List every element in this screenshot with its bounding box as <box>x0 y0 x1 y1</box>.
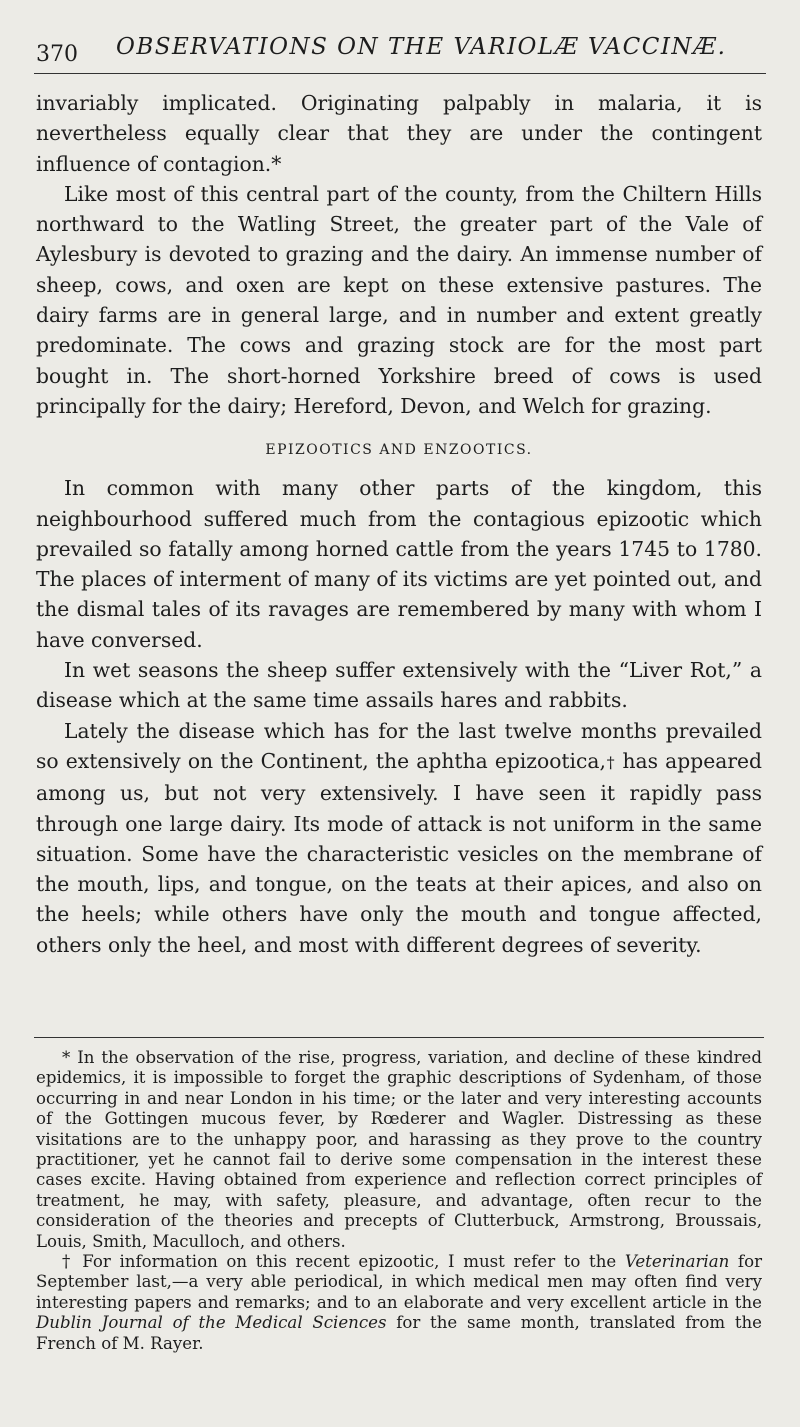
paragraph-vale-of-aylesbury: Like most of this central part of the county, from the Chiltern Hills northward to the Watling Street, the greater part of the Vale of Aylesbury is devoted to grazing and the dairy. An immense number of sheep, cows, and oxen are kept on these extensive pastures. The dairy farms are in general large, and in number and extent greatly predominate. The cows and grazing stock are for the most part bought in. The short-horned Yorkshire breed of cows is used principally for the dairy; Hereford, Devon, and Welch for grazing. <box>36 181 762 418</box>
section-heading: EPIZOOTICS AND ENZOOTICS. <box>265 442 533 459</box>
paragraph-aphtha-epizootica <box>36 716 762 960</box>
paragraph-continued: invariably implicated. Originating palpably in malaria, it is nevertheless equally clear that they are under the contingent influence of contagion.* <box>36 91 762 176</box>
main-text <box>36 88 762 960</box>
footnote-dagger <box>36 1252 762 1354</box>
running-title: OBSERVATIONS ON THE VARIOLÆ VACCINÆ. <box>116 34 727 60</box>
footnotes <box>36 1048 762 1354</box>
journal-title: Dublin Journal of the Medical Sciences <box>36 1313 387 1333</box>
footnote-reference-dagger: † <box>605 752 616 772</box>
page-number: 370 <box>36 42 78 67</box>
paragraph-text-part: has appeared among us, but not very extensively. I have seen it rapidly pass through one large dairy. Its mode of attack is not uniform in the same situation. Some have the characteristic vesicles on the membrane of the mouth, lips, and tongue, on the teats at their apices, and also on the heels; while others have only the mouth and tongue affected, others only the heel, and most with different degrees of severity. <box>36 748 762 957</box>
footnote-asterisk: * In the observation of the rise, progress, variation, and decline of these kindred epidemics, it is impossible to forget the graphic descriptions of Sydenham, of those occurring in and near London in his time; or the later and very interesting accounts of the Gottingen mucous fever, by Rœderer and Wagler. Distressing as these visitations are to the unhappy poor, and harassing as they prove to the country practitioner, yet he cannot fail to derive some compensation in the interest these cases excite. Having obtained from experience and reflection correct principles of treatment, he may, with safety, pleasure, and advantage, often recur to the consideration of the theories and precepts of Clutterbuck, Armstrong, Broussais, Louis, Smith, Maculloch, and others. <box>36 1048 762 1251</box>
periodical-title: Veterinarian <box>624 1252 730 1272</box>
paragraph-epizootic: In common with many other parts of the kingdom, this neighbourhood suffered much from the contagious epizootic which prevailed so fatally among horned cattle from the years 1745 to 1780. The places of interment of many of its victims are yet pointed out, and the dismal tales of its ravages are remembered by many with whom I have conversed. <box>36 476 762 652</box>
footnote-text-part: † For information on this recent epizootic, I must refer to the <box>62 1252 625 1272</box>
running-header <box>36 32 766 72</box>
header-rule <box>34 73 766 74</box>
footnote-text-part: for the same month, translated from the French of M. Rayer. <box>36 1313 762 1353</box>
paragraph-text-part: Lately the disease which has for the last twelve months prevailed so extensively on the Continent, the aphtha epizootica, <box>36 718 762 773</box>
paragraph-liver-rot: In wet seasons the sheep suffer extensively with the “Liver Rot,” a disease which at the same time assails hares and rabbits. <box>36 658 762 713</box>
footnote-rule <box>34 1037 764 1038</box>
footnote-text-part: for September last,—a very able periodical, in which medical men may often find very interesting papers and remarks; and to an elaborate and very excellent article in the <box>36 1252 762 1312</box>
